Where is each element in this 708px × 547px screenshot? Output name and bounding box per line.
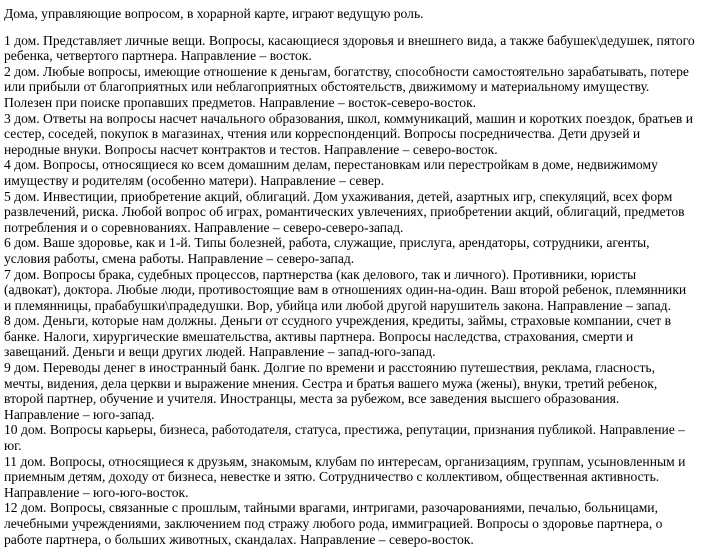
house-2: 2 дом. Любые вопросы, имеющие отношение к деньгам, богатству, способности самостоятельно зарабатывать, потере или прибыли от благоприятных или неблагоприятных обстоятельств, движимому и материальному имуществу. Полезен при поиске пропавших предметов. Направление – восток-северо-восток. [4, 63, 689, 110]
house-4: 4 дом. Вопросы, относящиеся ко всем домашним делам, перестановкам или перестройкам в доме, недвижимому имуществу и родителям (особенно матери). Направление – север. [4, 157, 658, 188]
house-6: 6 дом. Ваше здоровье, как и 1-й. Типы болезней, работа, служащие, прислуга, арендаторы, сотрудники, агенты, условия работы, смена работы. Направление – северо-запад. [4, 235, 650, 266]
house-8: 8 дом. Деньги, которые нам должны. Деньги от ссудного учреждения, кредиты, займы, страховые компании, счет в банке. Налоги, хирургические вмешательства, активы партнера. Вопросы наследства, страхования, смерти и завещаний. Деньги и вещи других людей. Направление – запад-юго-запад. [4, 313, 672, 360]
house-5: 5 дом. Инвестиции, приобретение акций, облигаций. Дом ухаживания, детей, азартных игр, спекуляций, всех форм развлечений, риска. Любой вопрос об играх, романтических увлечениях, приобретении акций, облигаций, предметов потребления и о соревнованиях. Направление – северо-северо-запад. [4, 188, 685, 235]
house-10: 10 дом. Вопросы карьеры, бизнеса, работодателя, статуса, престижа, репутации, признания публикой. Направление – юг. [4, 422, 685, 454]
house-7: 7 дом. Вопросы брака, судебных процессов, партнерства (как делового, так и личного). Противники, юристы (адвокат), доктора. Любые люди, противостоящие вам в отношениях один-на-один. Ваш второй ребенок, племянники и племянницы, прабабушки\прадедушки. Вор, убийца или любой другой нарушитель закона. Направление – запад. [4, 266, 687, 313]
house-11: 11 дом. Вопросы, относящиеся к друзьям, знакомым, клубам по интересам, организациям, группам, усыновленным и приемным детям, доходу от бизнеса, невестке и зятю. Сотрудничество с коллективом, общественная активность. Направление – юго-юго-восток. [4, 453, 686, 500]
house-1: 1 дом. Представляет личные вещи. Вопросы, касающиеся здоровья и внешнего вида, а также бабушек\дедушек, пятого ребенка, четвертого партнера. Направление – восток. [4, 32, 695, 64]
house-list [4, 33, 696, 547]
house-9: 9 дом. Переводы денег в иностранный банк. Долгие по времени и расстоянию путешествия, реклама, гласность, мечты, видения, дела церкви и выражение мнения. Сестра и братья вашего мужа (жены), внуки, третий ребенок, второй партнер, обучение и учителя. Иностранцы, места за рубежом, все заведения высшего образования. Направление – юго-запад. [4, 360, 658, 422]
house-12: 12 дом. Вопросы, связанные с прошлым, тайными врагами, интригами, разочарованиями, печалью, больницами, лечебными учреждениями, заключением под стражу любого рода, иммиграцией. Вопросы о здоровье партнера, о работе партнера, о больших животных, скандалах. Направление – северо-восток. [4, 500, 663, 547]
intro-paragraph: Дома, управляющие вопросом, в хорарной карте, играют ведущую роль. [4, 6, 424, 21]
house-3: 3 дом. Ответы на вопросы насчет начального образования, школ, коммуникаций, машин и коротких поездок, братьев и сестер, соседей, покупок в магазинах, чтения или корреспонденций. Вопросы посредничества. Дети друзей и неродные внуки. Вопросы насчет контрактов и тестов. Направление – северо-восток. [4, 110, 694, 157]
